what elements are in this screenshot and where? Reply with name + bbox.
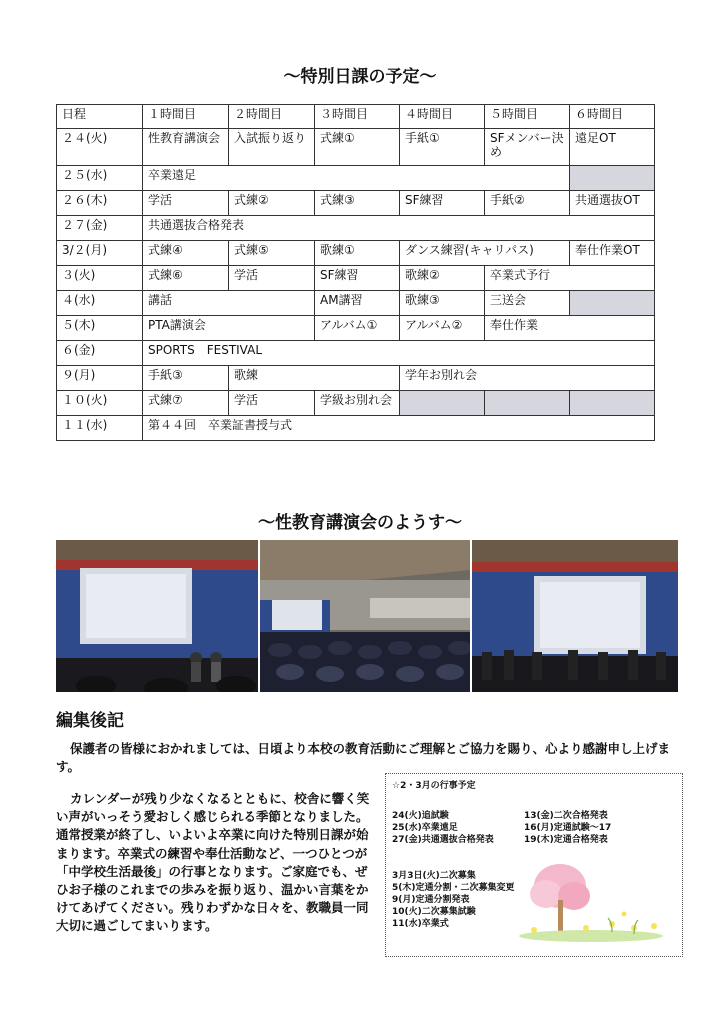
table-row — [57, 366, 655, 391]
table-header-cell: ２時間目 — [229, 105, 315, 129]
table-cell: 遠足OT — [570, 129, 655, 166]
list-item: 5(木)定通分割・二次募集変更 — [392, 883, 515, 893]
table-cell: 奉仕作業 — [485, 316, 655, 341]
lecture-photo-students — [472, 540, 678, 692]
table-cell: 学活 — [143, 191, 229, 216]
table-header-cell: １時間目 — [143, 105, 229, 129]
table-date-cell: ６(金) — [57, 341, 143, 366]
lecture-photos — [56, 540, 678, 692]
event-list-mar-early — [392, 870, 515, 930]
list-item: 27(金)共通選抜合格発表 — [392, 835, 494, 845]
table-cell: 奉仕作業OT — [570, 241, 655, 266]
table-cell: 式練④ — [143, 241, 229, 266]
table-cell: 入試振り返り — [229, 129, 315, 166]
table-empty-cell — [570, 391, 655, 416]
table-row — [57, 191, 655, 216]
table-cell: AM講習 — [315, 291, 400, 316]
table-cell: 式練① — [315, 129, 400, 166]
table-row — [57, 316, 655, 341]
table-cell: 学級お別れ会 — [315, 391, 400, 416]
list-item: 16(月)定通試験～17 — [524, 823, 612, 833]
table-cell: 共通選抜合格発表 — [143, 216, 655, 241]
table-cell: 手紙③ — [143, 366, 229, 391]
table-header-cell: ３時間目 — [315, 105, 400, 129]
table-cell: 共通選抜OT — [570, 191, 655, 216]
table-empty-cell — [485, 391, 570, 416]
table-cell: 式練⑤ — [229, 241, 315, 266]
table-date-cell: ２４(火) — [57, 129, 143, 166]
table-cell: SF練習 — [400, 191, 485, 216]
table-date-cell: ３(火) — [57, 266, 143, 291]
editorial-body: カレンダーが残り少なくなるとともに、校舎に響く笑い声がいっそう愛おしく感じられる季節となりました。通常授業が終了し、いよいよ卒業に向けた特別日課が始まります。卒業式の練習や奉仕活動など、一つひとつが「中学校生活最後」の行事となります。ご家庭でも、ぜひお子様のこれまでの歩みを振り返り、温かい言葉をかけてあげてください。残りわずかな日々を、教職員一同大切に過ごしてまいります。 — [56, 791, 370, 934]
table-empty-cell — [570, 166, 655, 191]
table-row — [57, 391, 655, 416]
list-item: 3月3日(火)二次募集 — [392, 871, 476, 881]
table-cell: 手紙② — [485, 191, 570, 216]
table-date-cell: １０(火) — [57, 391, 143, 416]
table-cell: ダンス練習(キャリパス) — [400, 241, 570, 266]
editorial-greeting: 保護者の皆様におかれましては、日頃より本校の教育活動にご理解とご協力を賜り、心より感謝申し上げます。 — [56, 741, 671, 774]
table-date-cell: ９(月) — [57, 366, 143, 391]
table-row — [57, 266, 655, 291]
table-header-row — [57, 105, 655, 129]
table-date-cell: ２５(水) — [57, 166, 143, 191]
table-cell: PTA講演会 — [143, 316, 315, 341]
schedule-title: ～特別日課の予定～ — [283, 67, 437, 87]
table-cell: 学活 — [229, 391, 315, 416]
table-empty-cell — [400, 391, 485, 416]
list-item: 24(火)追試験 — [392, 811, 449, 821]
table-cell: 式練③ — [315, 191, 400, 216]
table-cell: 三送会 — [485, 291, 570, 316]
table-date-cell: ５(木) — [57, 316, 143, 341]
table-cell: 式練⑦ — [143, 391, 229, 416]
table-cell: アルバム① — [315, 316, 400, 341]
table-cell: 学年お別れ会 — [400, 366, 655, 391]
event-schedule-title: ☆2・3月の行事予定 — [392, 781, 476, 791]
event-list-mar-late — [524, 810, 611, 846]
lecture-photo-audience — [260, 540, 470, 692]
table-cell: 歌練① — [315, 241, 400, 266]
table-cell: 式練② — [229, 191, 315, 216]
table-cell: 第４４回 卒業証書授与式 — [143, 416, 655, 441]
table-cell: 講話 — [143, 291, 315, 316]
special-schedule-table — [56, 104, 655, 441]
list-item: 11(水)卒業式 — [392, 919, 449, 929]
table-date-cell: １１(水) — [57, 416, 143, 441]
table-row — [57, 416, 655, 441]
table-row — [57, 241, 655, 266]
table-cell: SFメンバー決め — [485, 129, 570, 166]
list-item: 19(木)定通合格発表 — [524, 835, 608, 845]
table-cell: 性教育講演会 — [143, 129, 229, 166]
table-row — [57, 341, 655, 366]
event-list-feb — [392, 810, 494, 846]
table-cell: SF練習 — [315, 266, 400, 291]
lecture-title: ～性教育講演会のようす～ — [258, 513, 462, 533]
table-date-cell: ２７(金) — [57, 216, 143, 241]
lecture-photo-stage — [56, 540, 258, 692]
table-header-cell: ６時間目 — [570, 105, 655, 129]
table-cell: 歌練② — [400, 266, 485, 291]
table-cell: アルバム② — [400, 316, 485, 341]
list-item: 13(金)二次合格発表 — [524, 811, 608, 821]
table-cell: SPORTS FESTIVAL — [143, 341, 655, 366]
table-date-cell: 3/２(月) — [57, 241, 143, 266]
table-cell: 歌練 — [229, 366, 400, 391]
table-header-cell: ４時間目 — [400, 105, 485, 129]
table-empty-cell — [570, 291, 655, 316]
table-date-cell: ４(水) — [57, 291, 143, 316]
table-cell: 学活 — [229, 266, 315, 291]
table-header-cell: ５時間目 — [485, 105, 570, 129]
table-cell: 手紙① — [400, 129, 485, 166]
table-cell: 歌練③ — [400, 291, 485, 316]
table-cell: 卒業遠足 — [143, 166, 570, 191]
cherry-blossom-illustration — [516, 858, 666, 942]
table-cell: 卒業式予行 — [485, 266, 655, 291]
table-row — [57, 216, 655, 241]
table-row — [57, 291, 655, 316]
list-item: 25(水)卒業遠足 — [392, 823, 458, 833]
table-date-cell: ２６(木) — [57, 191, 143, 216]
editorial-heading: 編集後記 — [56, 711, 124, 731]
table-row — [57, 129, 655, 166]
table-row — [57, 166, 655, 191]
table-cell: 式練⑥ — [143, 266, 229, 291]
table-header-cell: 日程 — [57, 105, 143, 129]
list-item: 10(火)二次募集試験 — [392, 907, 476, 917]
list-item: 9(月)定通分割発表 — [392, 895, 470, 905]
